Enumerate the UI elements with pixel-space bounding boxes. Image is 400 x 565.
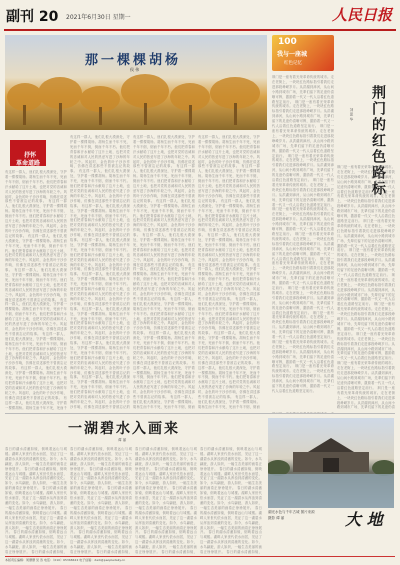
article1-col1: 有这样一群人，他们扎根大漠深处，守护着一棵棵胡杨。胡杨生而千年不死，死而千年不倒，倒而千年不朽。他们把青春和汗水献给了这片土地，也把对党的忠诚和对人民的热爱写进了沙海的年轮之中。风起时，金色的叶子沙沙作响，仿佛在讲述那些不曾被忘记的故事。 有这样一群人，他们扎根大漠深处，守护着一棵棵胡杨。胡杨生而千年不死，死而千年不倒，倒而千年不朽。他们把青春和汗水献给了这片土地，也把对党的忠诚和对人民的热爱写进了沙海的年轮之中。风起时，金色的叶子沙沙作响，仿佛在讲述那些不曾被忘记的故事。 有这样一群人，他们扎根大漠深处，守护着一棵棵胡杨。胡杨生而千年不死，死而千年不倒，倒而千年不朽。他们把青春和汗水献给了这片土地，也把对党的忠诚和对人民的热爱写进了沙海的年轮之中。风起时，金色的叶子沙沙作响，仿佛在讲述那些不曾被忘记的故事。 有这样一群人，他们扎根大漠深处，守护着一棵棵胡杨。胡杨生而千年不死，死而千年不倒，倒而千年不朽。他们把青春和汗水献给了这片土地，也把对党的忠诚和对人民的热爱写进了沙海的年轮之中。风起时，金色的叶子沙沙作响，仿佛在讲述那些不曾被忘记的故事。 有这样一群人，他们扎根大漠深处，守护着一棵棵胡杨。胡杨生而千年不死，死而千年不倒，倒而千年不朽。他们把青春和汗水献给了这片土地，也把对党的忠诚和对人民的热爱写进了沙海的年轮之中。风起时，金色的叶子沙沙作响，仿佛在讲述那些不曾被忘记的故事。 有这样一群人，他们扎根大漠深处，守护着一棵棵胡杨。胡杨生而千年不死，死而千年不倒，倒而千年不朽。他们把青春和汗水献给了这片土地，也把对党的忠诚和对人民的热爱写进了沙海的年轮之中。风起时，金色的叶子沙沙作响，仿佛在讲述那些不曾被忘记的故事。 有这样一群人，他们扎根大漠深处，守护着一棵棵胡杨。胡杨生而千年不死，死而千年不倒，倒而千年不朽。他们把青春和汗水献给了这片土地，也把对党的忠诚和对人民的热爱写进了沙海的年轮之中。风起时，金色的叶子沙沙作响，仿佛在讲述那些不曾被忘记的故事。 有这样一群人，他们扎根大漠深处，守护着一棵棵胡杨。胡杨生而千年不死，死而千 [5, 170, 67, 410]
article3-col2: 春日的湖水清澈如镜，倒映着远山与城楼。湖畔人家世代依水而居，见证了这一湖碧水从浑浊到清澈的变化。如今，水鸟翩跹，游人如织，一幅生态美丽的画卷正徐徐展开。 春日的湖水清澈如镜，倒映着远山与城楼。湖畔人家世代依水而居，见证了这一湖碧水从浑浊到清澈的变化。如今，水鸟翩跹，游人如织，一幅生态美丽的画卷正徐徐展开。 春日的湖水清澈如镜，倒映着远山与城楼。湖畔人家世代依水而居，见证了这一湖碧水从浑浊到清澈的变化。如今，水鸟翩跹，游人如织，一幅生态美丽的画卷正徐徐展开。 春日的湖水清澈如镜，倒映着远山与城楼。湖畔人家世代依水而居，见证了这一湖碧水从浑浊到清澈的变化。如今，水鸟翩跹，游人如织，一幅生态美丽的画卷正徐徐展开。 春日的湖水清澈如镜，倒映着远山与城楼。湖畔人家世代依水而居，见证了这一湖碧水从浑浊到清澈的变化。如今，水鸟翩跹，游人如织，一幅生态美丽的画卷正徐徐展开。 春日的湖水清澈如镜， [70, 447, 132, 555]
centenary-badge [272, 35, 334, 71]
city-gate-drawing [268, 418, 394, 508]
article2-title: 荆门的红色路标 [370, 85, 386, 197]
section-logo: 大 地 [345, 510, 383, 529]
badge-subtitle: 红色记忆 [284, 61, 302, 66]
article3-col4: 春日的湖水清澈如镜，倒映着远山与城楼。湖畔人家世代依水而居，见证了这一湖碧水从浑浊到清澈的变化。如今，水鸟翩跹，游人如织，一幅生态美丽的画卷正徐徐展开。 春日的湖水清澈如镜，倒映着远山与城楼。湖畔人家世代依水而居，见证了这一湖碧水从浑浊到清澈的变化。如今，水鸟翩跹，游人如织，一幅生态美丽的画卷正徐徐展开。 春日的湖水清澈如镜，倒映着远山与城楼。湖畔人家世代依水而居，见证了这一湖碧水从浑浊到清澈的变化。如今，水鸟翩跹，游人如织，一幅生态美丽的画卷正徐徐展开。 春日的湖水清澈如镜，倒映着远山与城楼。湖畔人家世代依水而居，见证了这一湖碧水从浑浊到清澈的变化。如今，水鸟翩跹，游人如织，一幅生态美丽的画卷正徐徐展开。 春日的湖水清澈如镜，倒映着远山与城楼。湖畔人家世代依水而居，见证了这一湖碧水从浑浊到清澈的变化。如今，水鸟翩跹，游人如织，一幅生态美丽的画卷正徐徐展开。 春日的湖水清澈如镜， [200, 447, 262, 555]
badge-title: 我与一座城 [277, 51, 308, 58]
poplar-photo [5, 35, 267, 130]
article2-author: 刘 思 华 [350, 108, 354, 121]
section-badge-label: 抒怀 革命道路 [15, 152, 40, 167]
section-badge [10, 140, 46, 166]
footer-info: 本版责任编辑：周珊珊 吴 涛 电话：（010）65368422 电子信箱：dadi@peopledaily.cn [5, 558, 126, 562]
article1-author: 侯 伟 [130, 67, 140, 72]
lake-city-photo [268, 418, 394, 508]
article1-col2: 有这样一群人，他们扎根大漠深处，守护着一棵棵胡杨。胡杨生而千年不死，死而千年不倒，倒而千年不朽。他们把青春和汗水献给了这片土地，也把对党的忠诚和对人民的热爱写进了沙海的年轮之中。风起时，金色的叶子沙沙作响，仿佛在讲述那些不曾被忘记的故事。 有这样一群人，他们扎根大漠深处，守护着一棵棵胡杨。胡杨生而千年不死，死而千年不倒，倒而千年不朽。他们把青春和汗水献给了这片土地，也把对党的忠诚和对人民的热爱写进了沙海的年轮之中。风起时，金色的叶子沙沙作响，仿佛在讲述那些不曾被忘记的故事。 有这样一群人，他们扎根大漠深处，守护着一棵棵胡杨。胡杨生而千年不死，死而千年不倒，倒而千年不朽。他们把青春和汗水献给了这片土地，也把对党的忠诚和对人民的热爱写进了沙海的年轮之中。风起时，金色的叶子沙沙作响，仿佛在讲述那些不曾被忘记的故事。 有这样一群人，他们扎根大漠深处，守护着一棵棵胡杨。胡杨生而千年不死，死而千年不倒，倒而千年不朽。他们把青春和汗水献给了这片土地，也把对党的忠诚和对人民的热爱写进了沙海的年轮之中。风起时，金色的叶子沙沙作响，仿佛在讲述那些不曾被忘记的故事。 有这样一群人，他们扎根大漠深处，守护着一棵棵胡杨。胡杨生而千年不死，死而千年不倒，倒而千年不朽。他们把青春和汗水献给了这片土地，也把对党的忠诚和对人民的热爱写进了沙海的年轮之中。风起时，金色的叶子沙沙作响，仿佛在讲述那些不曾被忘记的故事。 有这样一群人，他们扎根大漠深处，守护着一棵棵胡杨。胡杨生而千年不死，死而千年不倒，倒而千年不朽。他们把青春和汗水献给了这片土地，也把对党的忠诚和对人民的热爱写进了沙海的年轮之中。风起时，金色的叶子沙沙作响，仿佛在讲述那些不曾被忘记的故事。 有这样一群人，他们扎根大漠深处，守护着一棵棵胡杨。胡杨生而千年不死，死而千年不倒，倒而千年不朽。他们把青春和汗水献给了这片土地，也把对党的忠诚和对人民的热爱写进了沙海的年轮之中。风起时，金色的叶子沙沙作响，仿佛在讲述那些不曾被忘记的故事。 有这样一群人，他们扎根大漠深处，守护着一棵棵胡杨。胡杨生而千年不死，死而千年不倒，倒而千年不朽。他们把青春和汗水献给了这片土地，也把对党的忠诚和对人民的热爱写进了沙海的年轮之中。风起时，金色的叶子沙沙作响，仿佛在讲述那些不曾被忘记的 [70, 135, 130, 409]
photo-credit: 摄影 谭 丽 [268, 516, 285, 520]
section-divider [5, 413, 395, 414]
article2-col2: 荆门是一座有着光荣革命传统的城市。走在老街上，一块块红色路标指引着我们走进那段峥嵘岁月。从洪湖到漳河，从山间小路到城市广场，先辈们留下的足迹仍清晰可辨，激励着一代又一代人沿着红色道路坚定前行。 荆门是一座有着光荣革命传统的城市。走在老街上，一块块红色路标指引着我们走进那段峥嵘岁月。从洪湖到漳河，从山间小路到城市广场，先辈们留下的足迹仍清晰可辨，激励着一代又一代人沿着红色道路坚定前行。 荆门是一座有着光荣革命传统的城市。走在老街上，一块块红色路标指引着我们走进那段峥嵘岁月。从洪湖到漳河，从山间小路到城市广场，先辈们留下的足迹仍清晰可辨，激励着一代又一代人沿着红色道路坚定前行。 荆门是一座有着光荣革命传统的城市。走在老街上，一块块红色路标指引着我们走进那段峥嵘岁月。从洪湖到漳河，从山间小路到城市广场，先辈们留下的足迹仍清晰可辨，激励着一代又一代人沿着红色道路坚定前行。 荆门是一座有着光荣革命传统的城市。走在老街上，一块块红色路标指引着我们走进那段峥嵘岁月。从洪湖到漳河，从山间小路到城市广场，先辈们留下的足迹仍清晰可辨，激励着一代又一代人沿着红色道路坚定前行。 荆门是一座有着光荣革命传统的城市。走在老街上，一块块红色路标指引着我们走进那段峥嵘岁月。从洪湖到漳河，从山间小路到城市广场，先辈们留下的足迹仍清晰可辨，激励着一代又一代人沿着红色道路坚定前行。 荆门是一座有着光荣革命传统的城市。走在老街上，一块块红色路标指引着我们走进那段峥嵘岁月。从洪湖到漳河，从山间小路到城市广场，先辈们留下的足迹仍清晰可辨，激励着一代又一代人沿着红色道路坚定前行。 荆门是一座有着光荣革命传统的城市。走在老街上，一块块红色路标指引着我们走进那段峥嵘岁月。从洪湖到漳河，从山间小路到城市广场，先辈们留下的足迹仍清晰可辨，激励着一代又一代人沿着红色道路坚定前行。 荆门是一座有着光荣革命传统的城市。走在老街上，一块块红色路标指引着我们走进那段峥嵘岁月。从洪湖到漳河，从山间小路到城市广场，先辈们留下的足迹仍清 [337, 165, 395, 410]
article1-title: 那一棵棵胡杨 [85, 53, 182, 68]
photo-caption: 湖光水色与千年古城 图片来源 [268, 510, 315, 514]
article3-title: 一湖碧水入画来 [68, 421, 180, 437]
article1-col3: 有这样一群人，他们扎根大漠深处，守护着一棵棵胡杨。胡杨生而千年不死，死而千年不倒，倒而千年不朽。他们把青春和汗水献给了这片土地，也把对党的忠诚和对人民的热爱写进了沙海的年轮之中。风起时，金色的叶子沙沙作响，仿佛在讲述那些不曾被忘记的故事。 有这样一群人，他们扎根大漠深处，守护着一棵棵胡杨。胡杨生而千年不死，死而千年不倒，倒而千年不朽。他们把青春和汗水献给了这片土地，也把对党的忠诚和对人民的热爱写进了沙海的年轮之中。风起时，金色的叶子沙沙作响，仿佛在讲述那些不曾被忘记的故事。 有这样一群人，他们扎根大漠深处，守护着一棵棵胡杨。胡杨生而千年不死，死而千年不倒，倒而千年不朽。他们把青春和汗水献给了这片土地，也把对党的忠诚和对人民的热爱写进了沙海的年轮之中。风起时，金色的叶子沙沙作响，仿佛在讲述那些不曾被忘记的故事。 有这样一群人，他们扎根大漠深处，守护着一棵棵胡杨。胡杨生而千年不死，死而千年不倒，倒而千年不朽。他们把青春和汗水献给了这片土地，也把对党的忠诚和对人民的热爱写进了沙海的年轮之中。风起时，金色的叶子沙沙作响，仿佛在讲述那些不曾被忘记的故事。 有这样一群人，他们扎根大漠深处，守护着一棵棵胡杨。胡杨生而千年不死，死而千年不倒，倒而千年不朽。他们把青春和汗水献给了这片土地，也把对党的忠诚和对人民的热爱写进了沙海的年轮之中。风起时，金色的叶子沙沙作响，仿佛在讲述那些不曾被忘记的故事。 有这样一群人，他们扎根大漠深处，守护着一棵棵胡杨。胡杨生而千年不死，死而千年不倒，倒而千年不朽。他们把青春和汗水献给了这片土地，也把对党的忠诚和对人民的热爱写进了沙海的年轮之中。风起时，金色的叶子沙沙作响，仿佛在讲述那些不曾被忘记的故事。 有这样一群人，他们扎根大漠深处，守护着一棵棵胡杨。胡杨生而千年不死，死而千年不倒，倒而千年不朽。他们把青春和汗水献给了这片土地，也把对党的忠诚和对人民的热爱写进了沙海的年轮之中。风起时，金色的叶子沙沙作响，仿佛在讲述那些不曾被忘记的故事。 有这样一群人，他们扎根大漠深处，守护着一棵棵胡杨。胡杨生而千年不死，死而千年不倒，倒而千年不朽。他们把青春和汗水献给了这片土地，也把对党的忠诚和对人民的热爱写进了沙海的年轮之中。风起时，金色的叶子沙沙作响，仿佛在讲述那些不曾被忘记的故事。 有这样一群人，他们扎根大漠深处，守护着一棵棵胡杨。胡杨生而千年不死，死而千年不倒，倒而 [133, 135, 195, 409]
page-header [4, 3, 396, 31]
article3-col1: 春日的湖水清澈如镜，倒映着远山与城楼。湖畔人家世代依水而居，见证了这一湖碧水从浑浊到清澈的变化。如今，水鸟翩跹，游人如织，一幅生态美丽的画卷正徐徐展开。 春日的湖水清澈如镜，倒映着远山与城楼。湖畔人家世代依水而居，见证了这一湖碧水从浑浊到清澈的变化。如今，水鸟翩跹，游人如织，一幅生态美丽的画卷正徐徐展开。 春日的湖水清澈如镜，倒映着远山与城楼。湖畔人家世代依水而居，见证了这一湖碧水从浑浊到清澈的变化。如今，水鸟翩跹，游人如织，一幅生态美丽的画卷正徐徐展开。 春日的湖水清澈如镜，倒映着远山与城楼。湖畔人家世代依水而居，见证了这一湖碧水从浑浊到清澈的变化。如今，水鸟翩跹，游人如织，一幅生态美丽的画卷正徐徐展开。 春日的湖水清澈如镜，倒映着远山与城楼。湖畔人家世代依水而居，见证了这一湖碧水从浑浊到清澈的变化。如今，水鸟翩跹，游人如织，一幅生态美丽的画卷正徐徐展开。 春日的湖水清澈如镜， [5, 447, 67, 555]
masthead-logo: 人民日报 [331, 6, 392, 24]
article2-col1: 荆门是一座有着光荣革命传统的城市。走在老街上，一块块红色路标指引着我们走进那段峥嵘岁月。从洪湖到漳河，从山间小路到城市广场，先辈们留下的足迹仍清晰可辨，激励着一代又一代人沿着红色道路坚定前行。 荆门是一座有着光荣革命传统的城市。走在老街上，一块块红色路标指引着我们走进那段峥嵘岁月。从洪湖到漳河，从山间小路到城市广场，先辈们留下的足迹仍清晰可辨，激励着一代又一代人沿着红色道路坚定前行。 荆门是一座有着光荣革命传统的城市。走在老街上，一块块红色路标指引着我们走进那段峥嵘岁月。从洪湖到漳河，从山间小路到城市广场，先辈们留下的足迹仍清晰可辨，激励着一代又一代人沿着红色道路坚定前行。 荆门是一座有着光荣革命传统的城市。走在老街上，一块块红色路标指引着我们走进那段峥嵘岁月。从洪湖到漳河，从山间小路到城市广场，先辈们留下的足迹仍清晰可辨，激励着一代又一代人沿着红色道路坚定前行。 荆门是一座有着光荣革命传统的城市。走在老街上，一块块红色路标指引着我们走进那段峥嵘岁月。从洪湖到漳河，从山间小路到城市广场，先辈们留下的足迹仍清晰可辨，激励着一代又一代人沿着红色道路坚定前行。 荆门是一座有着光荣革命传统的城市。走在老街上，一块块红色路标指引着我们走进那段峥嵘岁月。从洪湖到漳河，从山间小路到城市广场，先辈们留下的足迹仍清晰可辨，激励着一代又一代人沿着红色道路坚定前行。 荆门是一座有着光荣革命传统的城市。走在老街上，一块块红色路标指引着我们走进那段峥嵘岁月。从洪湖到漳河，从山间小路到城市广场，先辈们留下的足迹仍清晰可辨，激励着一代又一代人沿着红色道路坚定前行。 荆门是一座有着光荣革命传统的城市。走在老街上，一块块红色路标指引着我们走进那段峥嵘岁月。从洪湖到漳河，从山间小路到城市广场，先辈们留下的足迹仍清晰可辨，激励着一代又一代人沿着红色道路坚定前行。 荆门是一座有着光荣革命传统的城市。走在老街上，一块块红色路标指引着我们走进那段峥嵘岁月。从洪湖到漳河，从山间小路到城市广场，先辈们留下的足迹仍清晰可辨，激励着一代又一代人沿着红色道路坚定前行。 荆门是一座有着光荣革命传统的城市。走在老街上，一块块红色路标指引着我们走进那段峥嵘岁月。从洪湖到漳河，从山间小路到城市广场，先辈们留下的足迹仍清晰可辨，激励着一代又一代人沿着红色道路坚定前行。 荆门是一座有着光荣革命传统的城市。走在老街上，一块块红色路标指引着我们走进那段峥嵘岁月。从洪湖到漳河，从山间小路到城市广场，先辈们留下的足迹仍清晰可辨，激励着一代又一代人沿着红色道路坚定前行。 荆门是一座有着光荣革命传统的城市。走在老街上，一块块红色路标指引着我们走进那段峥嵘岁月。从洪湖到漳河，从山间小路到城市广场，先辈们留下的足迹仍清晰可辨，激励着一代又一代人沿着红色道路坚定前行。 [272, 75, 334, 393]
article3-author: 谭 丽 [118, 438, 127, 442]
badge-number: 100 [278, 37, 297, 47]
issue-date: 2021年6月30日 星期一 [66, 14, 131, 21]
article1-col4: 有这样一群人，他们扎根大漠深处，守护着一棵棵胡杨。胡杨生而千年不死，死而千年不倒，倒而千年不朽。他们把青春和汗水献给了这片土地，也把对党的忠诚和对人民的热爱写进了沙海的年轮之中。风起时，金色的叶子沙沙作响，仿佛在讲述那些不曾被忘记的故事。 有这样一群人，他们扎根大漠深处，守护着一棵棵胡杨。胡杨生而千年不死，死而千年不倒，倒而千年不朽。他们把青春和汗水献给了这片土地，也把对党的忠诚和对人民的热爱写进了沙海的年轮之中。风起时，金色的叶子沙沙作响，仿佛在讲述那些不曾被忘记的故事。 有这样一群人，他们扎根大漠深处，守护着一棵棵胡杨。胡杨生而千年不死，死而千年不倒，倒而千年不朽。他们把青春和汗水献给了这片土地，也把对党的忠诚和对人民的热爱写进了沙海的年轮之中。风起时，金色的叶子沙沙作响，仿佛在讲述那些不曾被忘记的故事。 有这样一群人，他们扎根大漠深处，守护着一棵棵胡杨。胡杨生而千年不死，死而千年不倒，倒而千年不朽。他们把青春和汗水献给了这片土地，也把对党的忠诚和对人民的热爱写进了沙海的年轮之中。风起时，金色的叶子沙沙作响，仿佛在讲述那些不曾被忘记的故事。 有这样一群人，他们扎根大漠深处，守护着一棵棵胡杨。胡杨生而千年不死，死而千年不倒，倒而千年不朽。他们把青春和汗水献给了这片土地，也把对党的忠诚和对人民的热爱写进了沙海的年轮之中。风起时，金色的叶子沙沙作响，仿佛在讲述那些不曾被忘记的故事。 有这样一群人，他们扎根大漠深处，守护着一棵棵胡杨。胡杨生而千年不死，死而千年不倒，倒而千年不朽。他们把青春和汗水献给了这片土地，也把对党的忠诚和对人民的热爱写进了沙海的年轮之中。风起时，金色的叶子沙沙作响，仿佛在讲述那些不曾被忘记的故事。 有这样一群人，他们扎根大漠深处，守护着一棵棵胡杨。胡杨生而千年不死，死而千年不倒，倒而千年不朽。他们把青春和汗水献给了这片土地，也把对党的忠诚和对人民的热爱写进了沙海的年轮之中。风起时，金色的叶子沙沙作响，仿佛在讲述那些不曾被忘记的故事。 有这样一群人，他们扎根大漠深处，守护着一棵棵胡杨。胡杨生而千年不死，死而千年不倒，倒而千年不朽。他们把青春和汗水献给了这片土地，也把对党的忠诚和对人民的热爱写进了沙海的年轮之中。风起时，金色的叶子沙沙作响，仿佛在讲述那些不曾被忘记的故事。 有这样一群人，他们扎根大漠深处，守护着一棵棵胡杨。胡杨生而千年不死，死而千年不倒，倒而 [198, 135, 260, 409]
page-number: 副刊 20 [6, 9, 59, 25]
article3-col3: 春日的湖水清澈如镜，倒映着远山与城楼。湖畔人家世代依水而居，见证了这一湖碧水从浑浊到清澈的变化。如今，水鸟翩跹，游人如织，一幅生态美丽的画卷正徐徐展开。 春日的湖水清澈如镜，倒映着远山与城楼。湖畔人家世代依水而居，见证了这一湖碧水从浑浊到清澈的变化。如今，水鸟翩跹，游人如织，一幅生态美丽的画卷正徐徐展开。 春日的湖水清澈如镜，倒映着远山与城楼。湖畔人家世代依水而居，见证了这一湖碧水从浑浊到清澈的变化。如今，水鸟翩跹，游人如织，一幅生态美丽的画卷正徐徐展开。 春日的湖水清澈如镜，倒映着远山与城楼。湖畔人家世代依水而居，见证了这一湖碧水从浑浊到清澈的变化。如今，水鸟翩跹，游人如织，一幅生态美丽的画卷正徐徐展开。 春日的湖水清澈如镜，倒映着远山与城楼。湖畔人家世代依水而居，见证了这一湖碧水从浑浊到清澈的变化。如今，水鸟翩跹，游人如织，一幅生态美丽的画卷正徐徐展开。 春日的湖水清澈如镜， [135, 447, 197, 555]
footer-rule [5, 556, 395, 557]
